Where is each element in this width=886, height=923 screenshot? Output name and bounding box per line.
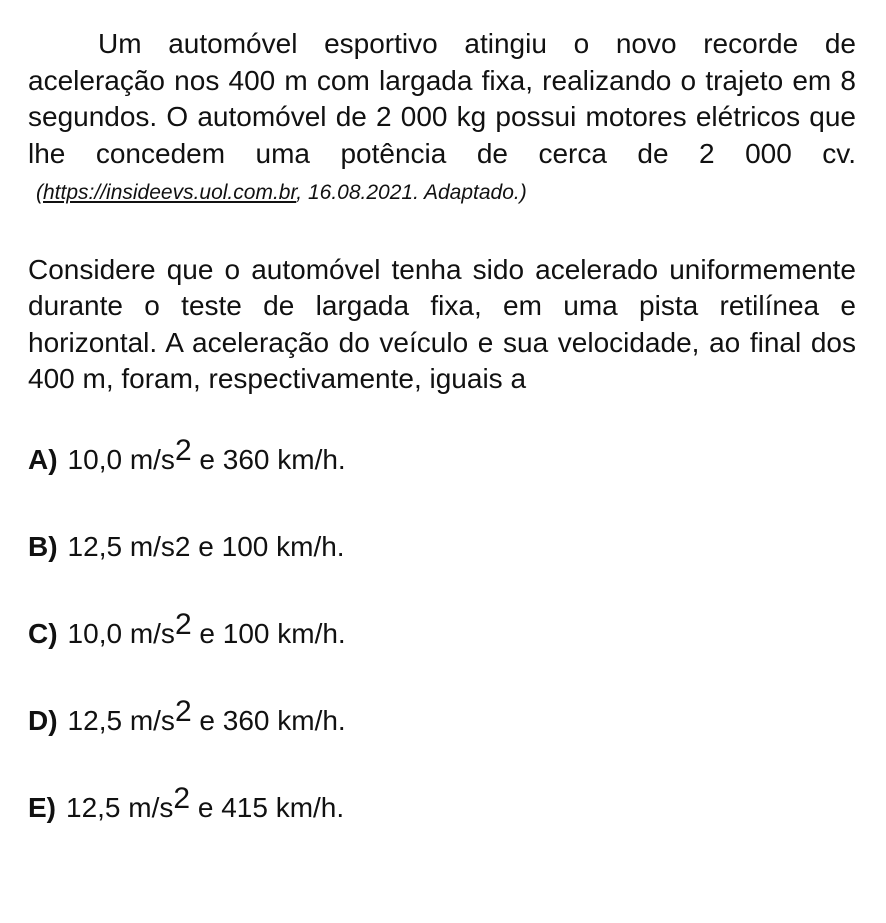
option-letter: C) [28, 617, 58, 649]
option-a[interactable] [28, 433, 856, 478]
option-exponent: 2 [174, 433, 192, 467]
option-letter: B) [28, 530, 58, 562]
intro-paragraph [28, 26, 856, 212]
option-rest: e 360 km/h. [191, 443, 346, 475]
option-rest: e 360 km/h. [191, 704, 346, 736]
source-link[interactable]: https://insideevs.uol.com.br [43, 181, 297, 204]
option-b[interactable] [28, 529, 856, 565]
intro-text: Um automóvel esportivo atingiu o novo recorde de aceleração nos 400 m com largada fixa, realizando o trajeto em 8 segundos. O automóvel de 2 000 kg possui motores elétricos que lhe concedem uma potência de cerca de 2 000 cv. [28, 28, 856, 169]
source-open: ( [36, 181, 43, 204]
question-paragraph: Considere que o automóvel tenha sido acelerado uniformemente durante o teste de largada fixa, em uma pista retilínea e horizontal. A aceleração do veículo e sua velocidade, ao final dos 400 m, foram, respectivamente, iguais a [28, 253, 856, 394]
option-exponent: 2 [174, 694, 192, 728]
option-exponent: 2 [173, 781, 191, 815]
option-value: 12,5 m/s [66, 791, 174, 823]
option-letter: E) [28, 791, 56, 823]
option-d[interactable] [28, 694, 856, 739]
option-letter: D) [28, 704, 58, 736]
answer-options [28, 433, 856, 826]
option-text: 12,5 m/s2 e 100 km/h. [67, 530, 345, 562]
option-rest: e 100 km/h. [191, 617, 346, 649]
question-document [28, 26, 856, 826]
option-letter: A) [28, 443, 58, 475]
source-citation [36, 181, 527, 204]
option-value: 10,0 m/s [67, 617, 175, 649]
option-exponent: 2 [174, 607, 192, 641]
option-value: 12,5 m/s [67, 704, 175, 736]
option-rest: e 415 km/h. [190, 791, 345, 823]
option-value: 10,0 m/s [67, 443, 175, 475]
source-rest: , 16.08.2021. Adaptado.) [296, 181, 527, 204]
option-e[interactable] [28, 781, 856, 826]
option-c[interactable] [28, 607, 856, 652]
